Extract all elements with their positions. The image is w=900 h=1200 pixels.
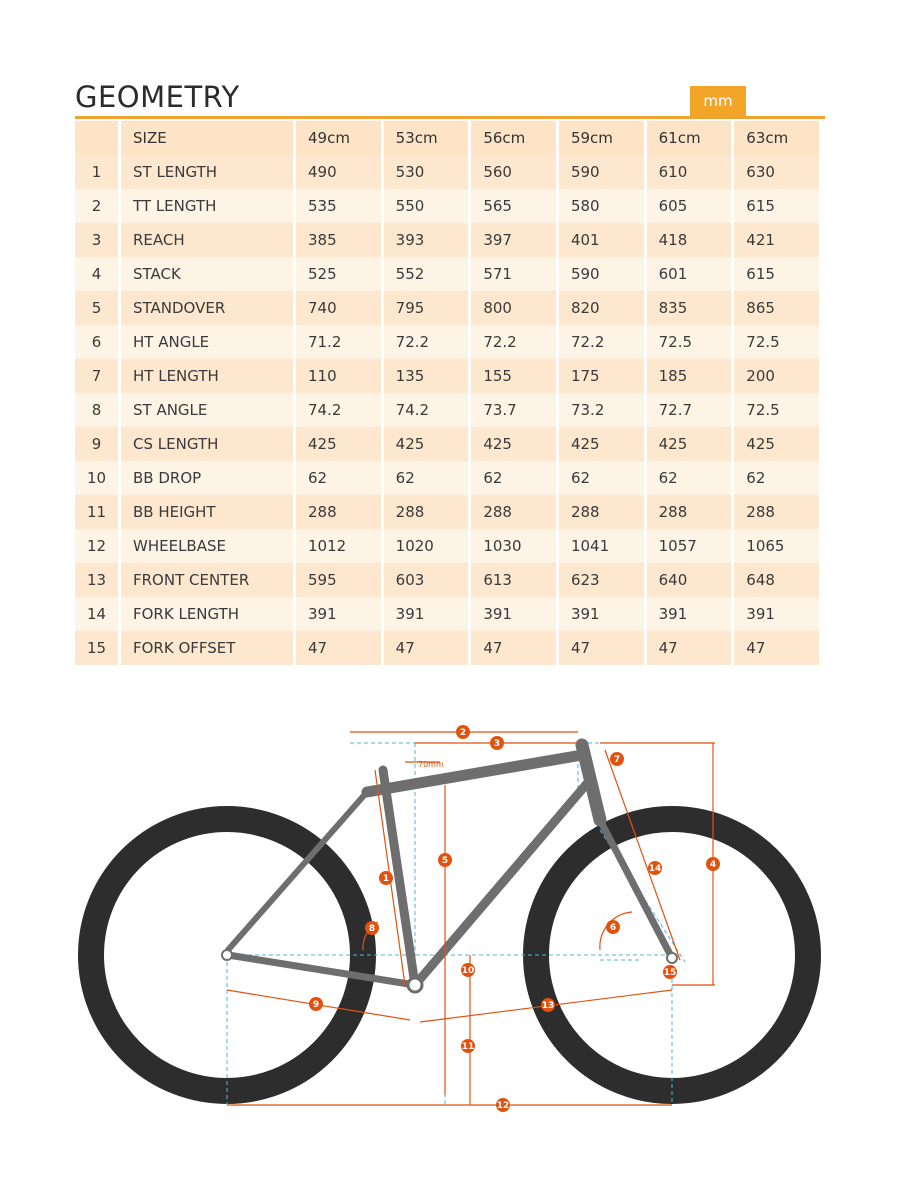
row-label: WHEELBASE (121, 529, 293, 563)
marker-12 (496, 1098, 510, 1112)
value-cell: 72.5 (647, 325, 732, 359)
value-cell: 72.5 (734, 393, 819, 427)
value-cell: 610 (647, 155, 732, 189)
svg-text:3: 3 (493, 739, 501, 749)
marker-10 (461, 963, 475, 977)
table-row (75, 427, 819, 461)
value-cell: 72.2 (384, 325, 469, 359)
value-cell: 605 (647, 189, 732, 223)
table-row (75, 325, 819, 359)
offset-label: 70mm (418, 760, 444, 769)
value-cell: 425 (559, 427, 644, 461)
marker-8 (365, 921, 379, 935)
row-label: HT LENGTH (121, 359, 293, 393)
value-cell: 72.5 (734, 325, 819, 359)
value-cell: 418 (647, 223, 732, 257)
value-cell: 560 (471, 155, 556, 189)
value-cell: 288 (296, 495, 381, 529)
value-cell: 47 (471, 631, 556, 665)
value-cell: 550 (384, 189, 469, 223)
bottom-bracket (408, 978, 422, 992)
page-title: GEOMETRY (75, 80, 240, 114)
unit-badge: mm (690, 86, 746, 116)
value-cell: 615 (734, 189, 819, 223)
value-cell: 401 (559, 223, 644, 257)
table-header-row (75, 121, 819, 155)
value-cell: 603 (384, 563, 469, 597)
marker-9 (309, 997, 323, 1011)
marker-3 (490, 736, 504, 750)
value-cell: 630 (734, 155, 819, 189)
svg-text:11: 11 (461, 1042, 475, 1052)
header-cell: 63cm (734, 121, 819, 155)
geometry-table (72, 121, 822, 665)
row-number: 14 (75, 597, 118, 631)
marker-13 (541, 998, 555, 1012)
value-cell: 490 (296, 155, 381, 189)
value-cell: 425 (471, 427, 556, 461)
row-label: FORK LENGTH (121, 597, 293, 631)
value-cell: 615 (734, 257, 819, 291)
value-cell: 175 (559, 359, 644, 393)
value-cell: 552 (384, 257, 469, 291)
table-row (75, 461, 819, 495)
svg-text:1: 1 (382, 874, 390, 884)
row-number: 8 (75, 393, 118, 427)
table-row (75, 597, 819, 631)
table-row (75, 291, 819, 325)
row-label: FORK OFFSET (121, 631, 293, 665)
value-cell: 62 (384, 461, 469, 495)
value-cell: 391 (559, 597, 644, 631)
value-cell: 613 (471, 563, 556, 597)
marker-14 (648, 861, 662, 875)
row-number: 12 (75, 529, 118, 563)
header-cell: 59cm (559, 121, 644, 155)
value-cell: 740 (296, 291, 381, 325)
table-row (75, 155, 819, 189)
value-cell: 425 (647, 427, 732, 461)
svg-text:5: 5 (441, 856, 449, 866)
value-cell: 47 (296, 631, 381, 665)
value-cell: 640 (647, 563, 732, 597)
header-cell: 61cm (647, 121, 732, 155)
value-cell: 391 (647, 597, 732, 631)
svg-text:2: 2 (459, 728, 467, 738)
row-number: 9 (75, 427, 118, 461)
row-label: HT ANGLE (121, 325, 293, 359)
value-cell: 391 (296, 597, 381, 631)
value-cell: 62 (559, 461, 644, 495)
svg-text:14: 14 (648, 864, 662, 874)
row-number: 11 (75, 495, 118, 529)
value-cell: 1065 (734, 529, 819, 563)
head-tube (582, 745, 600, 820)
value-cell: 62 (647, 461, 732, 495)
row-number: 13 (75, 563, 118, 597)
marker-6 (606, 920, 620, 934)
value-cell: 73.7 (471, 393, 556, 427)
value-cell: 393 (384, 223, 469, 257)
svg-text:8: 8 (368, 924, 376, 934)
value-cell: 1012 (296, 529, 381, 563)
row-number: 10 (75, 461, 118, 495)
value-cell: 72.2 (559, 325, 644, 359)
value-cell: 391 (384, 597, 469, 631)
row-label: STACK (121, 257, 293, 291)
value-cell: 800 (471, 291, 556, 325)
row-number: 1 (75, 155, 118, 189)
value-cell: 425 (734, 427, 819, 461)
value-cell: 1057 (647, 529, 732, 563)
table-row (75, 189, 819, 223)
value-cell: 571 (471, 257, 556, 291)
value-cell: 1030 (471, 529, 556, 563)
value-cell: 47 (734, 631, 819, 665)
value-cell: 135 (384, 359, 469, 393)
marker-5 (438, 853, 452, 867)
row-number: 3 (75, 223, 118, 257)
svg-text:4: 4 (709, 860, 717, 870)
header-cell: 53cm (384, 121, 469, 155)
top-tube (367, 755, 582, 792)
header-cell: SIZE (121, 121, 293, 155)
value-cell: 47 (384, 631, 469, 665)
value-cell: 865 (734, 291, 819, 325)
marker-1 (379, 871, 393, 885)
svg-text:7: 7 (613, 755, 621, 765)
row-label: ST ANGLE (121, 393, 293, 427)
rear-dropout (222, 950, 232, 960)
value-cell: 795 (384, 291, 469, 325)
table-row (75, 563, 819, 597)
chain-stay (228, 955, 415, 985)
value-cell: 835 (647, 291, 732, 325)
svg-text:10: 10 (461, 966, 475, 976)
value-cell: 73.2 (559, 393, 644, 427)
value-cell: 62 (471, 461, 556, 495)
row-label: BB DROP (121, 461, 293, 495)
value-cell: 595 (296, 563, 381, 597)
row-label: ST LENGTH (121, 155, 293, 189)
value-cell: 62 (734, 461, 819, 495)
value-cell: 47 (647, 631, 732, 665)
value-cell: 535 (296, 189, 381, 223)
value-cell: 580 (559, 189, 644, 223)
value-cell: 74.2 (296, 393, 381, 427)
value-cell: 155 (471, 359, 556, 393)
svg-text:12: 12 (496, 1101, 510, 1111)
table-row (75, 529, 819, 563)
row-label: REACH (121, 223, 293, 257)
value-cell: 648 (734, 563, 819, 597)
table-row (75, 393, 819, 427)
value-cell: 820 (559, 291, 644, 325)
row-label: BB HEIGHT (121, 495, 293, 529)
value-cell: 62 (296, 461, 381, 495)
marker-4 (706, 857, 720, 871)
value-cell: 288 (471, 495, 556, 529)
value-cell: 185 (647, 359, 732, 393)
value-cell: 385 (296, 223, 381, 257)
value-cell: 74.2 (384, 393, 469, 427)
table-row (75, 495, 819, 529)
marker-7 (610, 752, 624, 766)
marker-11 (461, 1039, 475, 1053)
row-number: 4 (75, 257, 118, 291)
row-label: STANDOVER (121, 291, 293, 325)
value-cell: 425 (384, 427, 469, 461)
svg-text:9: 9 (312, 1000, 320, 1010)
svg-text:15: 15 (663, 968, 677, 978)
header-cell: 49cm (296, 121, 381, 155)
table-row (75, 257, 819, 291)
value-cell: 1041 (559, 529, 644, 563)
table-row (75, 359, 819, 393)
value-cell: 1020 (384, 529, 469, 563)
bike-geometry-diagram (0, 690, 900, 1200)
table-row (75, 631, 819, 665)
title-rule (75, 116, 825, 119)
marker-15 (663, 965, 677, 979)
value-cell: 623 (559, 563, 644, 597)
value-cell: 110 (296, 359, 381, 393)
value-cell: 421 (734, 223, 819, 257)
value-cell: 530 (384, 155, 469, 189)
fork (600, 820, 672, 958)
value-cell: 288 (647, 495, 732, 529)
value-cell: 601 (647, 257, 732, 291)
header-number-cell (75, 121, 118, 155)
row-label: CS LENGTH (121, 427, 293, 461)
table-body (75, 155, 819, 665)
row-label: FRONT CENTER (121, 563, 293, 597)
value-cell: 590 (559, 155, 644, 189)
front-dropout (667, 953, 677, 963)
value-cell: 391 (734, 597, 819, 631)
value-cell: 525 (296, 257, 381, 291)
table-row (75, 223, 819, 257)
value-cell: 288 (734, 495, 819, 529)
value-cell: 200 (734, 359, 819, 393)
value-cell: 425 (296, 427, 381, 461)
value-cell: 72.7 (647, 393, 732, 427)
value-cell: 288 (384, 495, 469, 529)
bike-frame (228, 745, 672, 985)
row-number: 5 (75, 291, 118, 325)
row-number: 7 (75, 359, 118, 393)
svg-text:13: 13 (541, 1001, 555, 1011)
value-cell: 288 (559, 495, 644, 529)
row-number: 2 (75, 189, 118, 223)
row-number: 6 (75, 325, 118, 359)
value-cell: 590 (559, 257, 644, 291)
value-cell: 565 (471, 189, 556, 223)
value-cell: 391 (471, 597, 556, 631)
header-cell: 56cm (471, 121, 556, 155)
value-cell: 47 (559, 631, 644, 665)
value-cell: 397 (471, 223, 556, 257)
value-cell: 71.2 (296, 325, 381, 359)
row-number: 15 (75, 631, 118, 665)
value-cell: 72.2 (471, 325, 556, 359)
marker-2 (456, 725, 470, 739)
row-label: TT LENGTH (121, 189, 293, 223)
svg-text:6: 6 (609, 923, 617, 933)
